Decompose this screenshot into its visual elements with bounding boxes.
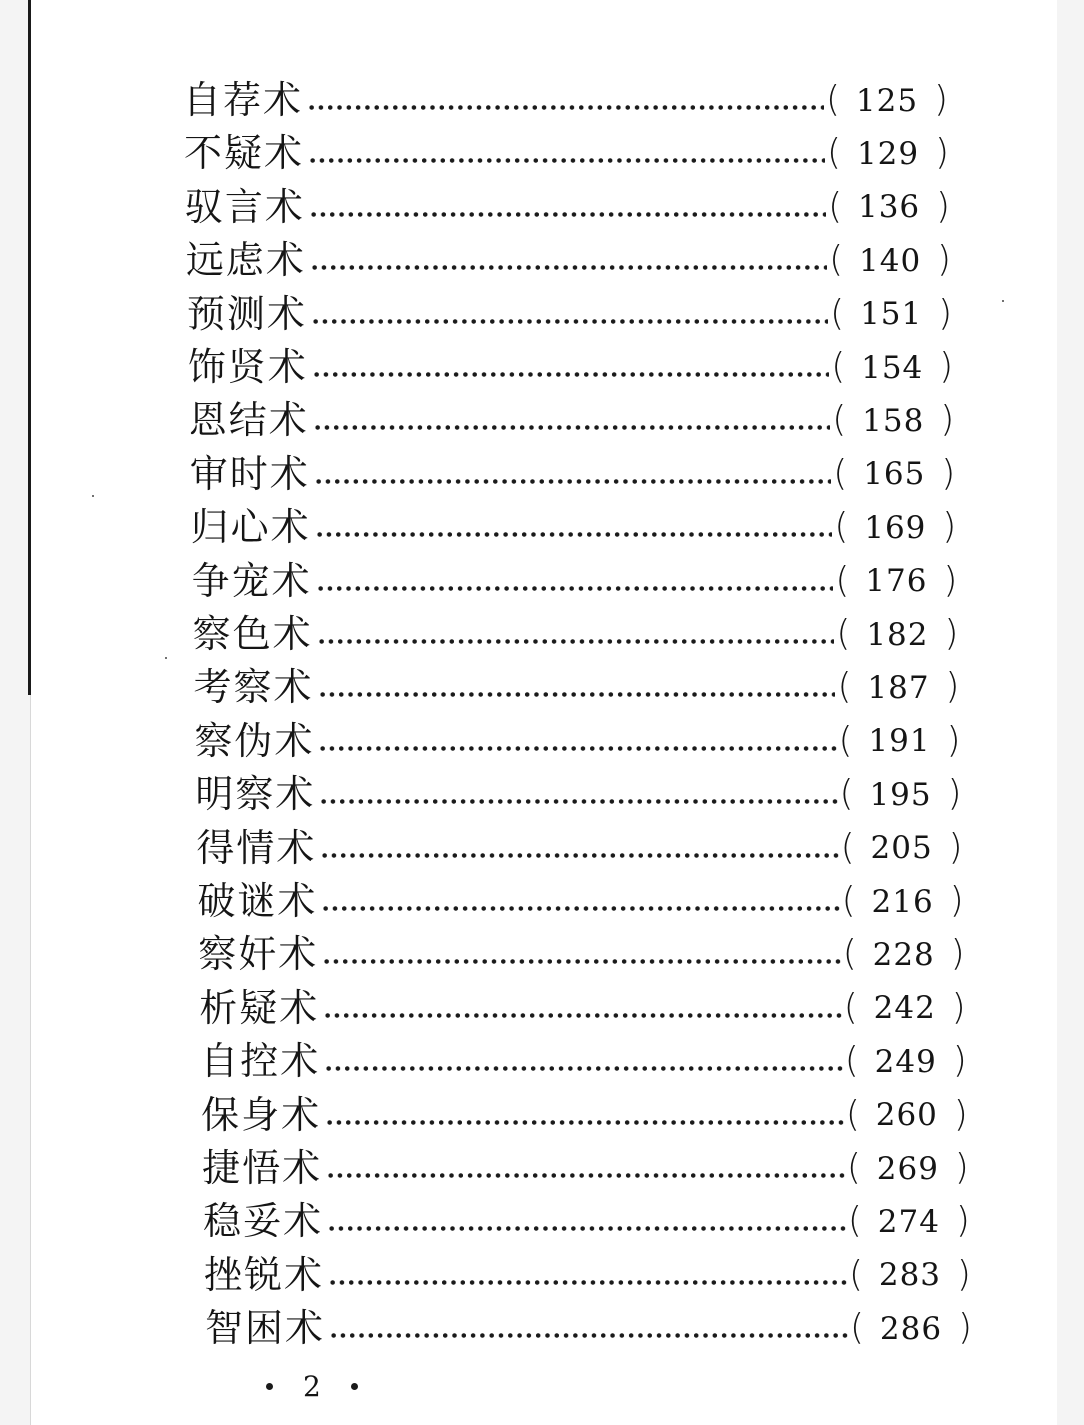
toc-entry-title: 察伪术 xyxy=(194,718,315,763)
toc-entry xyxy=(185,183,950,231)
toc-entry-title: 自荐术 xyxy=(183,78,304,122)
toc-entry xyxy=(187,290,952,338)
paren-close: ) xyxy=(955,1200,970,1242)
paren-close: ) xyxy=(956,1253,971,1295)
paren-close: ) xyxy=(933,79,948,120)
toc-entry xyxy=(200,1037,967,1085)
toc-entry-title: 归心术 xyxy=(190,505,311,550)
paren-open: ( xyxy=(829,239,844,281)
dot-leader xyxy=(313,396,831,444)
toc-page-number: 260 xyxy=(875,1097,938,1134)
footer-dot-right xyxy=(351,1383,358,1390)
dot-leader xyxy=(308,129,825,177)
paren-close: ) xyxy=(957,1307,972,1349)
dot-leader xyxy=(323,984,841,1032)
toc-entry-page xyxy=(847,1144,969,1193)
dot-leader xyxy=(318,717,836,765)
paren-close: ) xyxy=(954,1147,969,1188)
toc-entry xyxy=(188,343,953,391)
toc-entry-title: 自控术 xyxy=(200,1039,321,1084)
toc-entry xyxy=(199,984,965,1032)
paren-open: ( xyxy=(839,773,854,815)
paren-close: ) xyxy=(938,292,953,334)
dot-leader xyxy=(327,1197,846,1245)
toc-entry-title: 远虑术 xyxy=(185,238,306,283)
toc-entry-title: 察奸术 xyxy=(198,932,319,977)
dot-leader xyxy=(320,824,838,872)
dot-leader xyxy=(307,76,824,124)
paren-open: ( xyxy=(850,1307,865,1349)
paren-open: ( xyxy=(841,880,856,921)
paren-close: ) xyxy=(948,826,963,868)
paren-close: ) xyxy=(942,506,957,548)
toc-entry-page xyxy=(848,1197,970,1246)
toc-entry xyxy=(186,236,951,284)
toc-page-number: 205 xyxy=(870,830,933,867)
toc-entry-title: 明察术 xyxy=(195,772,316,817)
toc-page-number: 151 xyxy=(860,296,923,333)
toc-entry-title: 破谜术 xyxy=(197,879,318,923)
dot-leader xyxy=(321,877,839,925)
toc-entry-page xyxy=(834,503,956,552)
toc-entry xyxy=(193,610,959,658)
toc-entry-page xyxy=(828,182,950,231)
paren-open: ( xyxy=(844,1040,859,1082)
dot-leader xyxy=(322,930,840,978)
toc-entry-title: 挫锐术 xyxy=(204,1252,325,1297)
toc-entry xyxy=(202,1144,969,1192)
toc-entry xyxy=(198,930,964,978)
toc-entry-page xyxy=(846,1090,968,1139)
toc-entry xyxy=(195,770,961,818)
footer-dot-left xyxy=(266,1383,273,1390)
toc-entry-title: 察色术 xyxy=(192,612,313,656)
toc-entry-title: 不疑术 xyxy=(183,131,304,176)
toc-page-number: 216 xyxy=(871,883,934,920)
dot-leader xyxy=(311,290,828,338)
toc-entry-page xyxy=(843,930,965,979)
toc-page-number: 140 xyxy=(859,242,922,279)
paren-open: ( xyxy=(834,506,849,548)
paren-open: ( xyxy=(846,1147,861,1188)
toc-entry-title: 预测术 xyxy=(186,291,307,336)
toc-page-number: 125 xyxy=(855,82,919,119)
toc-page-number: 242 xyxy=(873,990,936,1027)
paren-close: ) xyxy=(934,132,950,174)
page-number: 2 xyxy=(303,1369,321,1403)
paren-open: ( xyxy=(845,1093,860,1135)
toc-entry xyxy=(201,1091,968,1139)
toc-page-number: 187 xyxy=(867,669,930,706)
dot-leader xyxy=(312,343,829,391)
paren-close: ) xyxy=(947,773,962,815)
dot-leader xyxy=(324,1037,843,1085)
toc-entry-title: 驭言术 xyxy=(184,184,305,229)
toc-page-number: 249 xyxy=(874,1043,937,1080)
paren-open: ( xyxy=(828,185,843,227)
paren-close: ) xyxy=(940,399,955,441)
toc-entry-page xyxy=(832,396,954,445)
dot-leader xyxy=(328,1251,847,1299)
paren-open: ( xyxy=(842,933,857,975)
paren-close: ) xyxy=(939,346,954,387)
paren-open: ( xyxy=(847,1200,862,1242)
toc-entry xyxy=(197,877,963,925)
toc-entry-page xyxy=(835,556,957,605)
toc-entry-title: 得情术 xyxy=(196,825,317,870)
dot-leader xyxy=(329,1304,848,1352)
toc-page-number: 136 xyxy=(857,189,921,226)
paren-open: ( xyxy=(835,559,850,601)
toc-page-number: 283 xyxy=(878,1257,942,1294)
toc-page-number: 269 xyxy=(876,1150,939,1187)
toc-entry-title: 饰贤术 xyxy=(187,345,308,389)
paren-close: ) xyxy=(937,239,952,281)
toc-page-number: 129 xyxy=(856,135,920,172)
toc-entry-page xyxy=(842,877,964,926)
toc-page-number: 191 xyxy=(868,723,931,760)
paren-close: ) xyxy=(951,986,966,1028)
paren-open: ( xyxy=(848,1253,863,1295)
toc-entry-title: 考察术 xyxy=(193,665,314,710)
dot-leader xyxy=(319,770,837,818)
paren-close: ) xyxy=(949,880,964,921)
toc-entry-title: 捷悟术 xyxy=(202,1146,323,1190)
toc-page-number: 182 xyxy=(866,616,929,653)
toc-entry-title: 恩结术 xyxy=(188,398,309,443)
paren-close: ) xyxy=(944,613,959,654)
toc-page-number: 158 xyxy=(862,402,925,439)
toc-page-number: 274 xyxy=(877,1203,940,1240)
dot-leader xyxy=(310,236,827,284)
toc-entry-page xyxy=(827,129,949,178)
paren-close: ) xyxy=(953,1093,968,1135)
toc-entry-page xyxy=(849,1250,971,1299)
dot-leader xyxy=(309,183,826,231)
toc-entry xyxy=(205,1304,972,1352)
paren-open: ( xyxy=(832,399,847,441)
toc-entry-page xyxy=(830,289,952,338)
dot-leader xyxy=(325,1091,844,1139)
paren-close: ) xyxy=(950,933,965,975)
dot-leader xyxy=(316,557,834,605)
paren-open: ( xyxy=(843,986,858,1028)
toc-entry-page xyxy=(850,1304,972,1353)
toc-entry-page xyxy=(837,663,959,712)
toc-page-number: 228 xyxy=(872,936,935,973)
toc-entry-page xyxy=(844,983,966,1032)
toc-entry xyxy=(184,129,949,177)
toc-entry-page xyxy=(840,770,962,819)
toc-entry-title: 稳妥术 xyxy=(203,1199,324,1244)
toc-page-number: 195 xyxy=(869,776,932,813)
toc-entry xyxy=(192,557,958,605)
paren-close: ) xyxy=(941,452,956,494)
paren-open: ( xyxy=(836,613,851,654)
paren-open: ( xyxy=(837,666,852,708)
toc-entry xyxy=(204,1251,971,1299)
toc-page-number: 169 xyxy=(864,509,927,546)
toc-entry xyxy=(194,663,960,711)
dot-leader xyxy=(318,663,836,711)
dot-leader xyxy=(314,450,832,498)
paren-open: ( xyxy=(826,79,841,120)
page-number-footer xyxy=(266,1368,358,1404)
dot-leader xyxy=(317,610,835,658)
toc-page-number: 176 xyxy=(865,563,928,600)
toc-entry-page xyxy=(839,716,961,765)
dot-leader xyxy=(315,503,833,551)
toc-entry-page xyxy=(826,76,948,125)
paren-close: ) xyxy=(952,1040,967,1082)
toc-entry xyxy=(183,76,948,124)
toc-entry xyxy=(189,396,955,444)
paren-close: ) xyxy=(943,559,958,601)
toc-entry-page xyxy=(831,343,953,392)
paren-open: ( xyxy=(827,132,842,174)
paren-open: ( xyxy=(831,346,846,387)
toc-entry xyxy=(190,450,956,498)
dot-leader xyxy=(326,1144,845,1192)
toc-entry-title: 析疑术 xyxy=(199,985,320,1030)
paren-open: ( xyxy=(830,292,845,334)
toc-page-number: 286 xyxy=(879,1310,943,1347)
toc-entry xyxy=(191,503,957,551)
toc-entry-page xyxy=(833,449,955,498)
paren-open: ( xyxy=(840,826,855,868)
toc-entry-title: 审时术 xyxy=(189,451,310,496)
paren-open: ( xyxy=(833,452,848,494)
toc-page-number: 154 xyxy=(861,349,924,386)
toc-entry xyxy=(196,824,962,872)
toc-entry-page xyxy=(841,823,963,872)
paren-close: ) xyxy=(946,719,961,761)
paren-close: ) xyxy=(945,666,960,708)
toc-entry-page xyxy=(829,236,951,285)
toc-entry-page xyxy=(836,610,958,659)
paren-open: ( xyxy=(838,719,853,761)
toc-entry xyxy=(203,1197,970,1245)
paren-close: ) xyxy=(936,185,951,227)
toc-entry-page xyxy=(845,1037,967,1086)
toc-entry xyxy=(194,717,960,765)
toc-page-number: 165 xyxy=(863,456,926,493)
toc-entry-title: 争宠术 xyxy=(191,558,312,603)
toc-entry-title: 保身术 xyxy=(201,1092,322,1137)
toc-entry-title: 智困术 xyxy=(205,1306,326,1351)
